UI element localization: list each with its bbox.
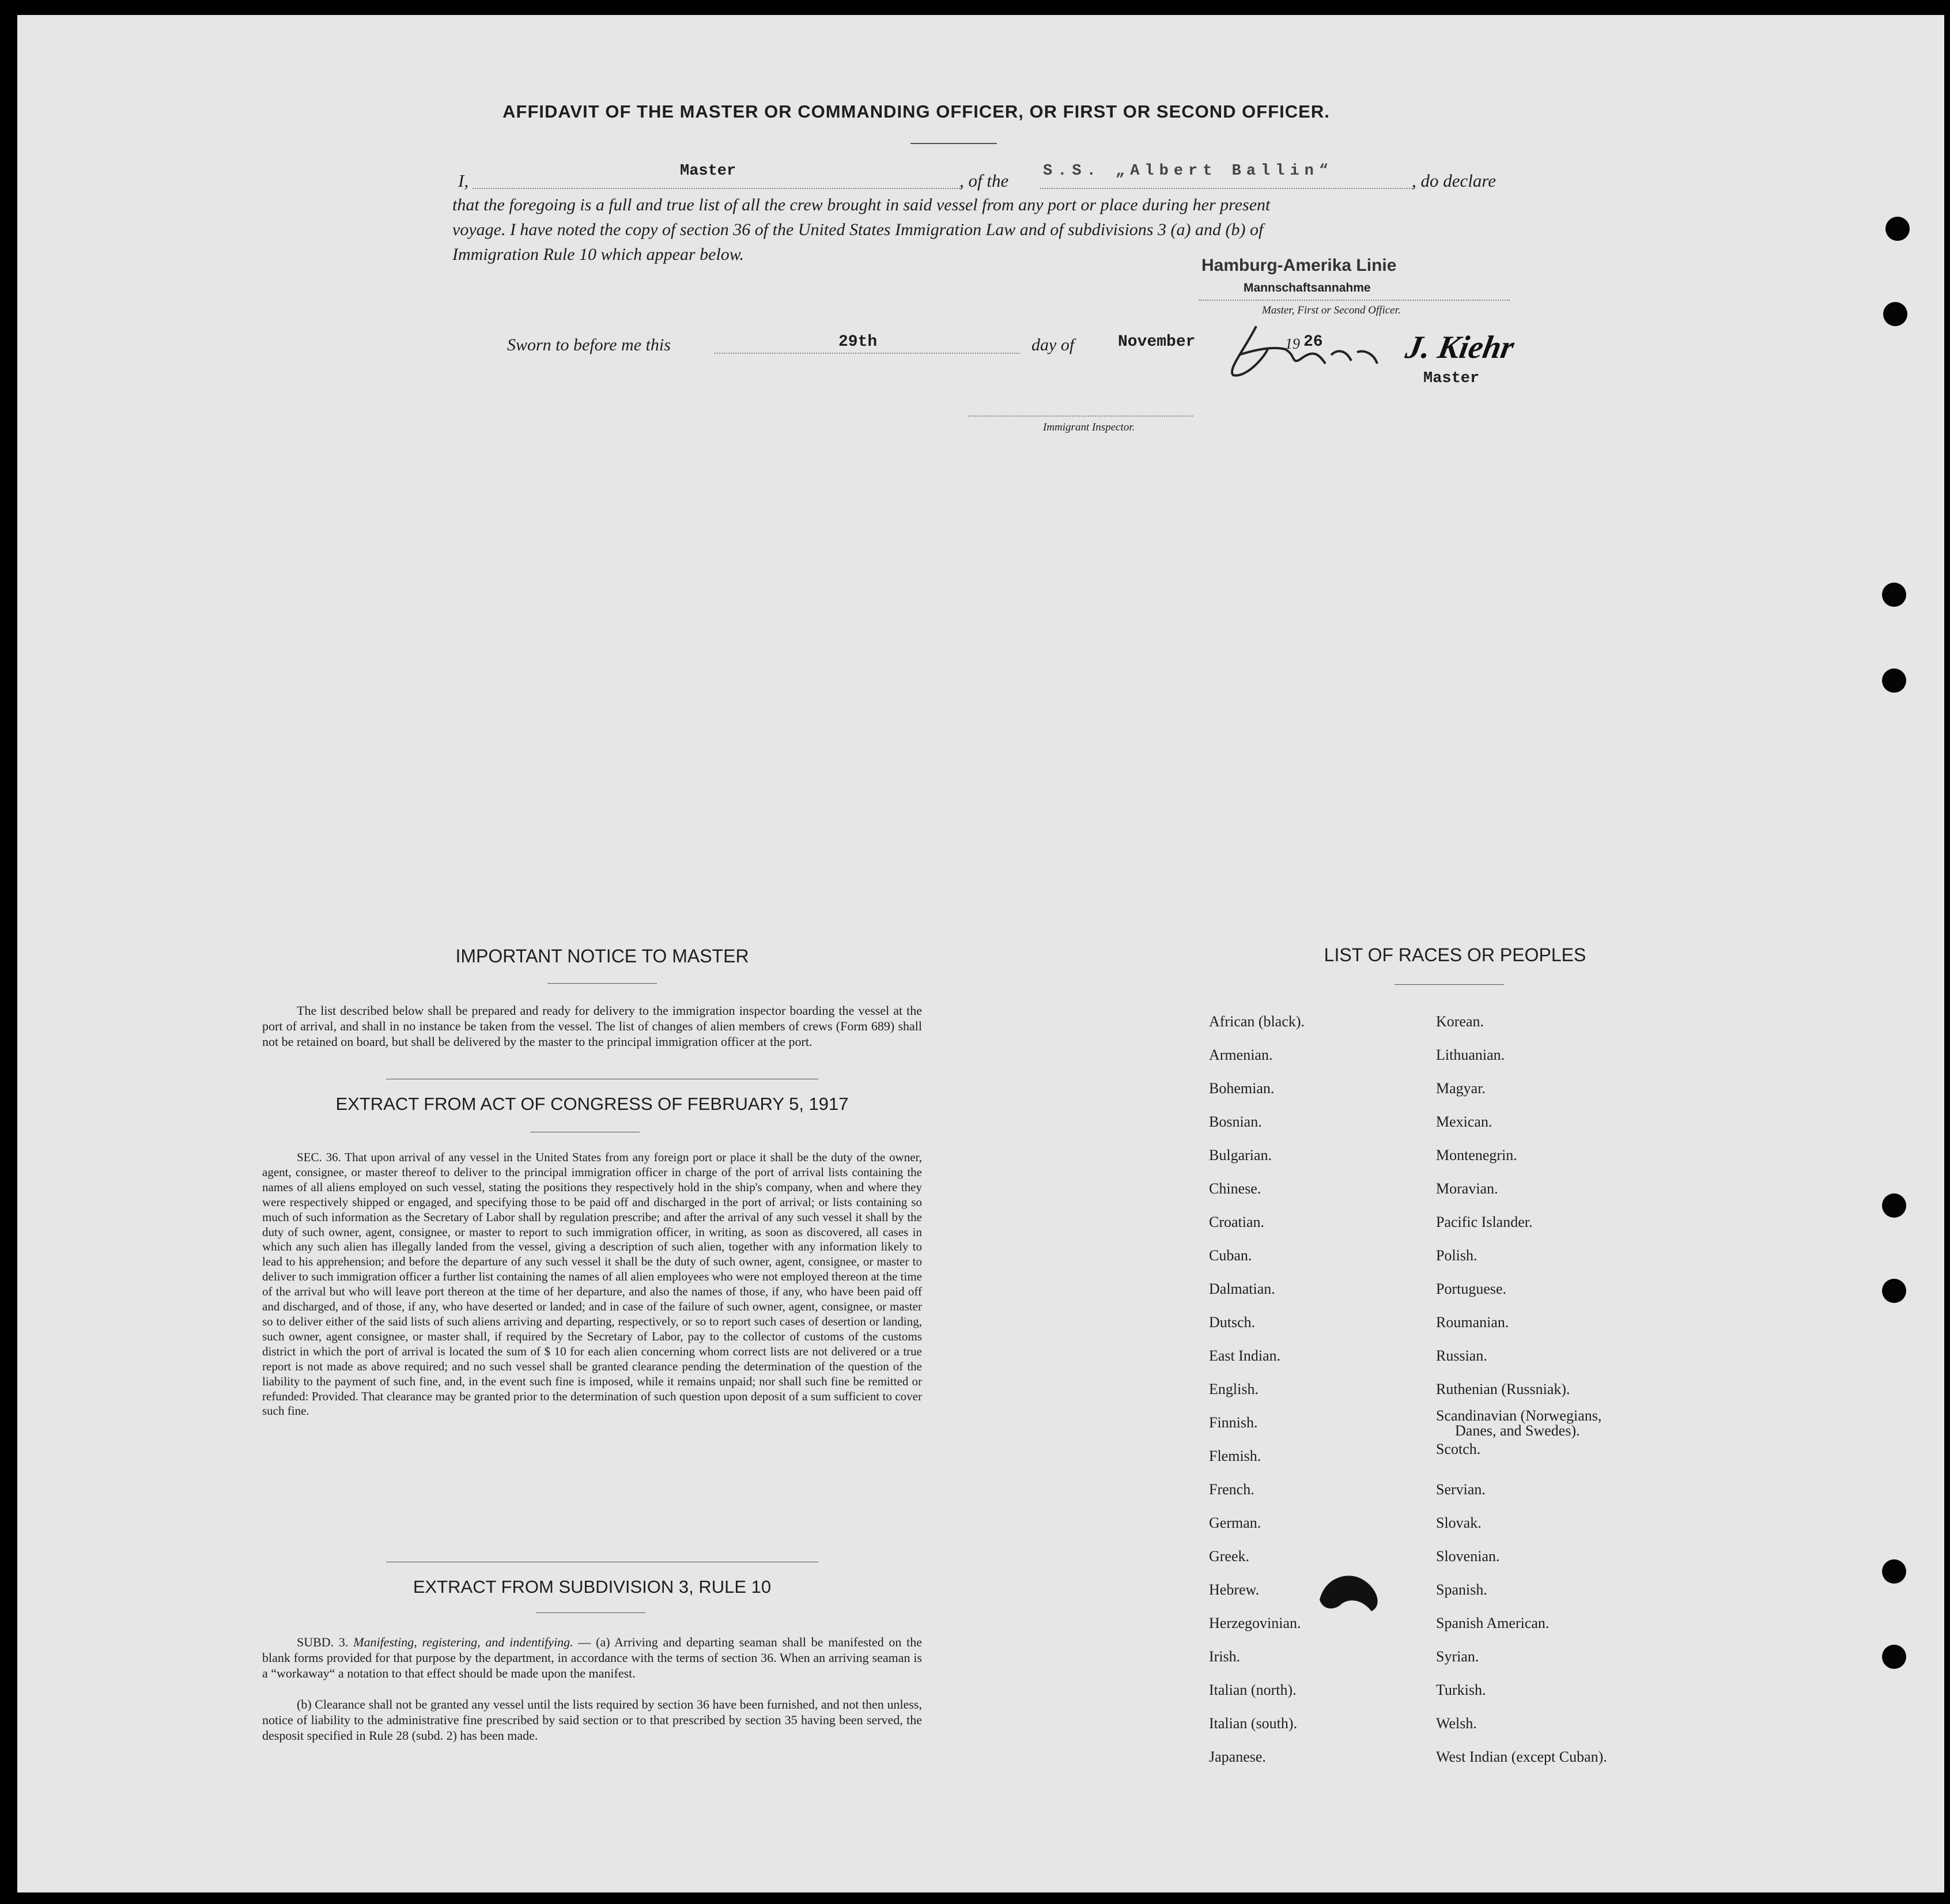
race-item: Japanese.	[1209, 1748, 1266, 1765]
month-fill: November	[1118, 333, 1196, 351]
rule-p1-prefix: SUBD. 3.	[297, 1635, 349, 1649]
race-item: Chinese.	[1209, 1180, 1261, 1197]
race-item: Welsh.	[1436, 1715, 1477, 1732]
race-item: Turkish.	[1436, 1682, 1486, 1698]
day-line	[715, 353, 1020, 354]
sworn-text: Sworn to before me this	[507, 335, 671, 354]
rule-rule	[536, 1612, 645, 1613]
race-item: Polish.	[1436, 1247, 1477, 1264]
act-heading: EXTRACT FROM ACT OF CONGRESS OF FEBRUARY 5, 1917	[335, 1094, 849, 1114]
title-rule	[910, 143, 997, 144]
race-item: Roumanian.	[1436, 1314, 1509, 1331]
race-item: Herzegovinian.	[1209, 1615, 1301, 1631]
race-item: Lithuanian.	[1436, 1047, 1505, 1063]
notice-rule	[547, 983, 657, 984]
notice-heading: IMPORTANT NOTICE TO MASTER	[455, 946, 749, 966]
race-item: Flemish.	[1209, 1448, 1261, 1464]
punch-hole	[1882, 1559, 1906, 1584]
races-heading: LIST OF RACES OR PEOPLES	[1324, 945, 1586, 965]
race-item: Bulgarian.	[1209, 1147, 1272, 1163]
officer-caption: Master, First or Second Officer.	[1262, 304, 1401, 316]
affidavit-line-2: that the foregoing is a full and true list of all the crew brought in said vessel from any port or place during her present	[452, 195, 1271, 214]
rule-paragraph-1	[262, 1634, 922, 1681]
name-line	[473, 188, 962, 189]
race-item-continuation: Danes, and Swedes).	[1455, 1422, 1580, 1439]
race-item: Ruthenian (Russniak).	[1436, 1381, 1570, 1397]
race-item: Moravian.	[1436, 1180, 1498, 1197]
race-item: Irish.	[1209, 1648, 1241, 1665]
races-rule	[1395, 984, 1504, 985]
race-item: African (black).	[1209, 1013, 1305, 1030]
race-item: Pacific Islander.	[1436, 1214, 1533, 1230]
punch-hole	[1882, 583, 1906, 607]
race-item: Italian (south).	[1209, 1715, 1298, 1732]
master-signature: J. Kiehr	[1403, 330, 1517, 365]
race-item: Armenian.	[1209, 1047, 1273, 1063]
race-item: Montenegrin.	[1436, 1147, 1517, 1163]
race-item: Finnish.	[1209, 1414, 1258, 1431]
ink-blot	[1308, 1565, 1389, 1617]
document-page	[17, 15, 1944, 1892]
race-item: Spanish.	[1436, 1581, 1487, 1598]
affidavit-declare: , do declare	[1412, 171, 1496, 191]
name-fill: Master	[680, 163, 736, 180]
race-item: German.	[1209, 1514, 1261, 1531]
notice-text: The list described below shall be prepared and ready for delivery to the immigration inspector boarding the vessel at the port of arrival, and shall in no instance be taken from the vessel. The list of changes of alien members of crews (Form 689) shall not be retained on board, but shall be delivered by the master to the principal immigration officer at the port.	[262, 1003, 922, 1049]
affidavit-i: I,	[458, 171, 469, 191]
punch-hole	[1882, 1645, 1906, 1669]
rule-p1-rest: — (a) Arriving and departing seaman shall be manifested on the blank forms provided for that purpose by the department, in accordance with the terms of section 36. When an arriving seaman is a “workaway“ a notation to that effect should be made upon the manifest.	[262, 1635, 923, 1680]
race-item: Mexican.	[1436, 1113, 1492, 1130]
race-item: West Indian (except Cuban).	[1436, 1748, 1607, 1765]
race-item: Dalmatian.	[1209, 1280, 1275, 1297]
rule-paragraph-2: (b) Clearance shall not be granted any vessel until the lists required by section 36 have been furnished, and not then unless, notice of liability to the administrative fine prescribed by said section or to that prescribed by section 35 having been served, the desposit specified in Rule 28 (subd. 2) has been made.	[262, 1697, 922, 1743]
year-prefix: 19	[1285, 335, 1300, 352]
punch-hole	[1882, 1193, 1906, 1218]
race-item: Slovenian.	[1436, 1548, 1500, 1565]
race-item: Greek.	[1209, 1548, 1250, 1565]
day-fill: 29th	[838, 333, 878, 351]
race-item: Korean.	[1436, 1013, 1484, 1030]
officer-line	[1199, 300, 1510, 301]
race-item: Bohemian.	[1209, 1080, 1275, 1097]
race-item: Cuban.	[1209, 1247, 1252, 1264]
inspector-line	[968, 415, 1193, 417]
race-item: Bosnian.	[1209, 1113, 1262, 1130]
race-item: Scotch.	[1436, 1441, 1481, 1457]
inspector-signature-scribble	[1222, 315, 1418, 384]
punch-hole	[1882, 1279, 1906, 1303]
race-item: Dutsch.	[1209, 1314, 1256, 1331]
affidavit-line-4: Immigration Rule 10 which appear below.	[452, 245, 745, 264]
race-item: Slovak.	[1436, 1514, 1482, 1531]
company-stamp-line-1: Hamburg-Amerika Linie	[1201, 256, 1397, 275]
punch-hole	[1883, 302, 1907, 326]
race-item: Syrian.	[1436, 1648, 1479, 1665]
race-item: Croatian.	[1209, 1214, 1265, 1230]
race-item: East Indian.	[1209, 1347, 1281, 1364]
rule-p1-italic: Manifesting, registering, and indentifying.	[353, 1635, 573, 1649]
race-item: Scandinavian (Norwegians,	[1436, 1407, 1602, 1424]
race-item: Magyar.	[1436, 1080, 1486, 1097]
company-stamp-line-2: Mannschaftsannahme	[1244, 281, 1371, 294]
race-item: Italian (north).	[1209, 1682, 1297, 1698]
punch-hole	[1885, 217, 1910, 241]
punch-hole	[1882, 668, 1906, 693]
vessel-fill: S.S. „Albert Ballin“	[1043, 163, 1334, 180]
inspector-caption: Immigrant Inspector.	[1043, 421, 1135, 433]
affidavit-of-the: , of the	[959, 171, 1009, 191]
race-item: Russian.	[1436, 1347, 1487, 1364]
vessel-line	[1040, 188, 1415, 189]
affidavit-line-3: voyage. I have noted the copy of section 36 of the United States Immigration Law and of subdivisions 3 (a) and (b) of	[452, 220, 1264, 239]
master-caption: Master	[1423, 370, 1480, 387]
race-item: English.	[1209, 1381, 1259, 1397]
race-item: Spanish American.	[1436, 1615, 1550, 1631]
rule-heading: EXTRACT FROM SUBDIVISION 3, RULE 10	[413, 1577, 772, 1597]
act-text: SEC. 36. That upon arrival of any vessel in the United States from any foreign port or place it shall be the duty of the owner, agent, consignee, or master thereof to deliver to the principal immigration officer in charge of the port of arrival lists containing the names of all aliens employed on such vessel, stating the positions they respectively hold in the ship's company, when and where they were respectively shipped or engaged, and specifying those to be paid off and discharged in the port of arrival; or lists containing so much of such information as the Secretary of Labor shall by regulation prescribe; and after the arrival of any such vessel it shall by the duty of such owner, agent, consignee, or master to report to such immigration officer, in writing, as soon as discovered, all cases in which any such alien has illegally landed from the vessel, giving a description of such alien, together with any information likely to lead to his apprehension; and before the departure of any such vessel it shall be the duty of such owner, agent, consignee, or master to deliver to such immigration officer a further list containing the names of all alien employees who were not employed thereon at the time of the arrival but who will leave port thereon at the time of her departure, and also the names of those, if any, who have been paid off and discharged, and of those, if any, who have deserted or landed; and in case of the failure of such owner, agent, consignee, or master so to deliver either of the said lists of such aliens arriving and departing, respectively, or so to report such cases of desertion or landing, such owner, agent consignee, or master shall, if required by the Secretary of Labor, pay to the collector of customs of the customs district in which the port of arrival is located the sum of $ 10 for each alien concerning whom correct lists are not delivered or a true report is not made as above required; and no such vessel shall be granted clearance pending the determination of the question of the liability to the payment of such fine, and, in the event such fine is imposed, while it remains unpaid; nor shall such fine be remitted or refunded: Provided. That clearance may be granted prior to the determination of such question upon deposit of a sum sufficient to cover such fine.	[262, 1150, 922, 1418]
race-item: Servian.	[1436, 1481, 1486, 1498]
day-of-text: day of	[1031, 335, 1075, 354]
race-item: Hebrew.	[1209, 1581, 1260, 1598]
affidavit-title: AFFIDAVIT OF THE MASTER OR COMMANDING OFFICER, OR FIRST OR SECOND OFFICER.	[502, 101, 1330, 122]
race-item: French.	[1209, 1481, 1254, 1498]
race-item: Portuguese.	[1436, 1280, 1507, 1297]
year-fill: 26	[1303, 333, 1323, 351]
